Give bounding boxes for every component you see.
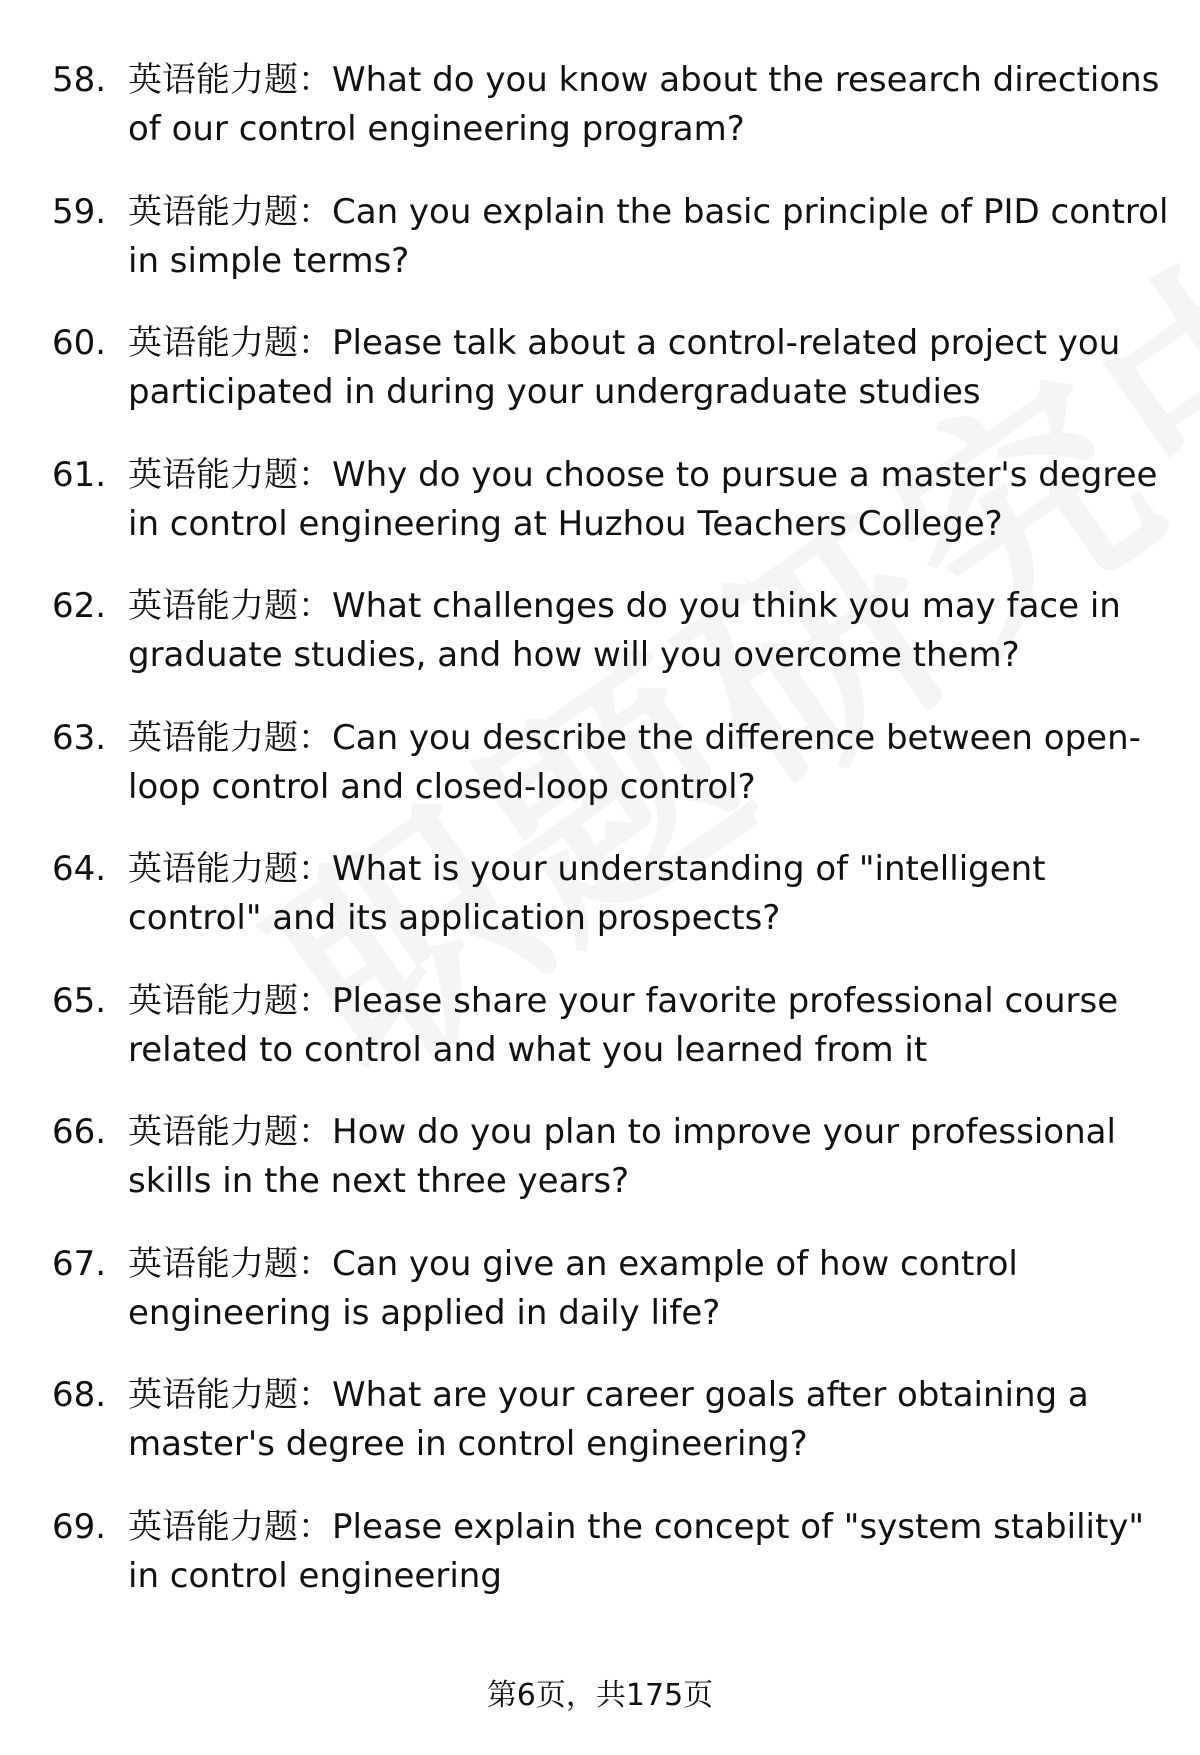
question-item [0,451,1200,583]
question-category: 英语能力题： [128,323,332,363]
question-text [128,188,1178,286]
question-number: 64. [52,849,107,889]
question-category: 英语能力题： [128,60,332,100]
question-text [128,319,1178,417]
question-body: Can you give an example of how control engineering is applied in daily life? [128,1243,1018,1333]
question-body: Please explain the concept of "system stability" in control engineering [128,1506,1145,1596]
question-number: 66. [52,1112,107,1152]
question-item [0,1503,1200,1635]
question-category: 英语能力题： [128,1506,332,1547]
question-text [128,582,1178,680]
question-body: Can you describe the difference between open-loop control and closed-loop control? [128,717,1141,807]
question-category: 英语能力题： [128,1375,332,1415]
question-item [0,1371,1200,1503]
question-category: 英语能力题： [128,454,332,495]
question-text [128,1503,1178,1601]
question-item [0,714,1200,846]
question-text [128,1371,1178,1469]
question-text [128,451,1178,549]
question-item [0,188,1200,320]
question-item [0,977,1200,1109]
question-category: 英语能力题： [128,717,332,758]
question-text [128,1108,1178,1206]
question-list [0,56,1200,1634]
question-category: 英语能力题： [128,191,332,232]
question-body: What are your career goals after obtaining a master's degree in control engineering? [128,1375,1089,1464]
question-item [0,1240,1200,1372]
question-number: 59. [52,191,107,232]
question-category: 英语能力题： [128,1112,332,1152]
question-body: What challenges do you think you may face in graduate studies, and how will you overcome them? [128,586,1121,675]
question-body: Can you explain the basic principle of PID control in simple terms? [128,191,1169,281]
question-item [0,1108,1200,1240]
question-body: Please talk about a control-related project you participated in during your undergraduate studies [128,323,1121,412]
question-body: How do you plan to improve your professional skills in the next three years? [128,1112,1116,1201]
question-text [128,56,1178,154]
question-number: 69. [52,1506,107,1547]
question-number: 67. [52,1243,107,1284]
question-text [128,1240,1178,1338]
question-number: 58. [52,60,107,100]
question-number: 62. [52,586,107,626]
question-body: Please share your favorite professional course related to control and what you learned from it [128,980,1119,1070]
question-body: Why do you choose to pursue a master's degree in control engineering at Huzhou Teachers College? [128,454,1158,544]
question-text [128,714,1178,812]
question-body: What is your understanding of "intelligent control" and its application prospects? [128,849,1046,938]
question-category: 英语能力题： [128,1243,332,1284]
question-number: 60. [52,323,107,363]
page-footer: 第6页，共175页 [486,1678,714,1713]
question-number: 61. [52,454,107,495]
question-body: What do you know about the research directions of our control engineering program? [128,60,1160,149]
question-text [128,845,1178,943]
question-number: 63. [52,717,107,758]
question-item [0,56,1200,188]
question-category: 英语能力题： [128,980,332,1021]
question-category: 英语能力题： [128,849,332,889]
question-text [128,977,1178,1075]
question-item [0,582,1200,714]
question-item [0,319,1200,451]
question-number: 65. [52,980,107,1021]
question-item [0,845,1200,977]
question-category: 英语能力题： [128,586,332,626]
question-number: 68. [52,1375,107,1415]
